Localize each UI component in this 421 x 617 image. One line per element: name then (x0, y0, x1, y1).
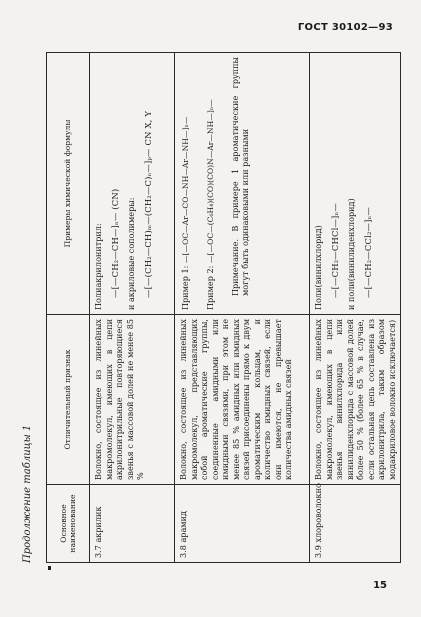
formula-example-1 (180, 57, 191, 310)
row-formulas (310, 53, 401, 315)
print-mark (48, 566, 51, 570)
row-name: 3.8 арамид (175, 485, 310, 563)
formula: —[—OC—(C₆H₄)(CO)(CO)N—Ar—NH—]ₙ— (205, 99, 215, 264)
row-formulas (175, 53, 310, 315)
formula-label: Пример 1: (180, 265, 190, 310)
formula: —[—CH₂—CH—]ₙ— (CN) (109, 188, 120, 298)
standard-code: ГОСТ 30102—93 (297, 22, 393, 33)
column-header-name: Основное наименование (47, 485, 90, 563)
formula-label: и поли(винилиденхлорид) (346, 198, 357, 310)
column-header-feature: Отличительный признак (47, 315, 90, 485)
table-row (310, 53, 401, 563)
table-row (90, 53, 175, 563)
formula-label: Поли(винилхлорид) (313, 225, 323, 310)
formula: —[—CH₂—CHCl—]ₙ— (329, 203, 340, 298)
row-name: 3.9 хлороволокно (310, 485, 401, 563)
formula: —[—CH₂—CCl₂—]ₙ— (362, 207, 373, 298)
formula-label: и акриловые сополимеры: (126, 197, 137, 310)
row-description: Волокно, состоящее из линейных макромолекул, имеющих в цепи звенья винилхлорида или винилиденхлорида с массовой долей более 50 % (более 65 % в случае, если остальная цепь составлена из акрилонитрила, таким образом модакриловое волокно исключается) (310, 315, 401, 485)
formula-note: Примечание. В примере 1 ароматические группы могут быть одинаковыми или разными (229, 57, 251, 296)
row-name: 3.7 акрилик (90, 485, 175, 563)
row-description: Волокно, состоящее из линейных макромолекул, имеющих в цепи акрилонитрильные повторяющиеся звенья с массовой долей не менее 85 % (90, 315, 175, 485)
fiber-table (46, 52, 401, 563)
formula: —[—(CH₂—CH)ₘ—(CH₂—C)ₙ—]ₚ— CN X, Y (142, 110, 153, 298)
table-row (175, 53, 310, 563)
row-description: Волокно, состоящее из линейных макромолекул, представляющих собой ароматические группы, соединенные амидными или имидными связями, при этом не менее 85 % амидных или имидных связей присоединены прямо к двум ароматическим кольцам, и количество имидных связей, если они имеются, не превышает количества амидных связей (175, 315, 310, 485)
column-header-formula: Примеры химической формулы (47, 53, 90, 315)
rotated-table-area (22, 53, 397, 563)
page-number: 15 (373, 580, 387, 591)
rotated-table-inner (22, 53, 397, 563)
table-caption: Продолжение таблицы 1 (22, 424, 33, 563)
table-header-row (47, 53, 90, 563)
row-formulas (90, 53, 175, 315)
formula: —[—OC—Ar—CO—NH—Ar—NH—]ₙ— (181, 116, 190, 264)
formula-label: Пример 2: (204, 265, 215, 310)
formula-example-2 (205, 57, 216, 310)
formula-label: Полиакрилонитрил: (93, 223, 103, 310)
